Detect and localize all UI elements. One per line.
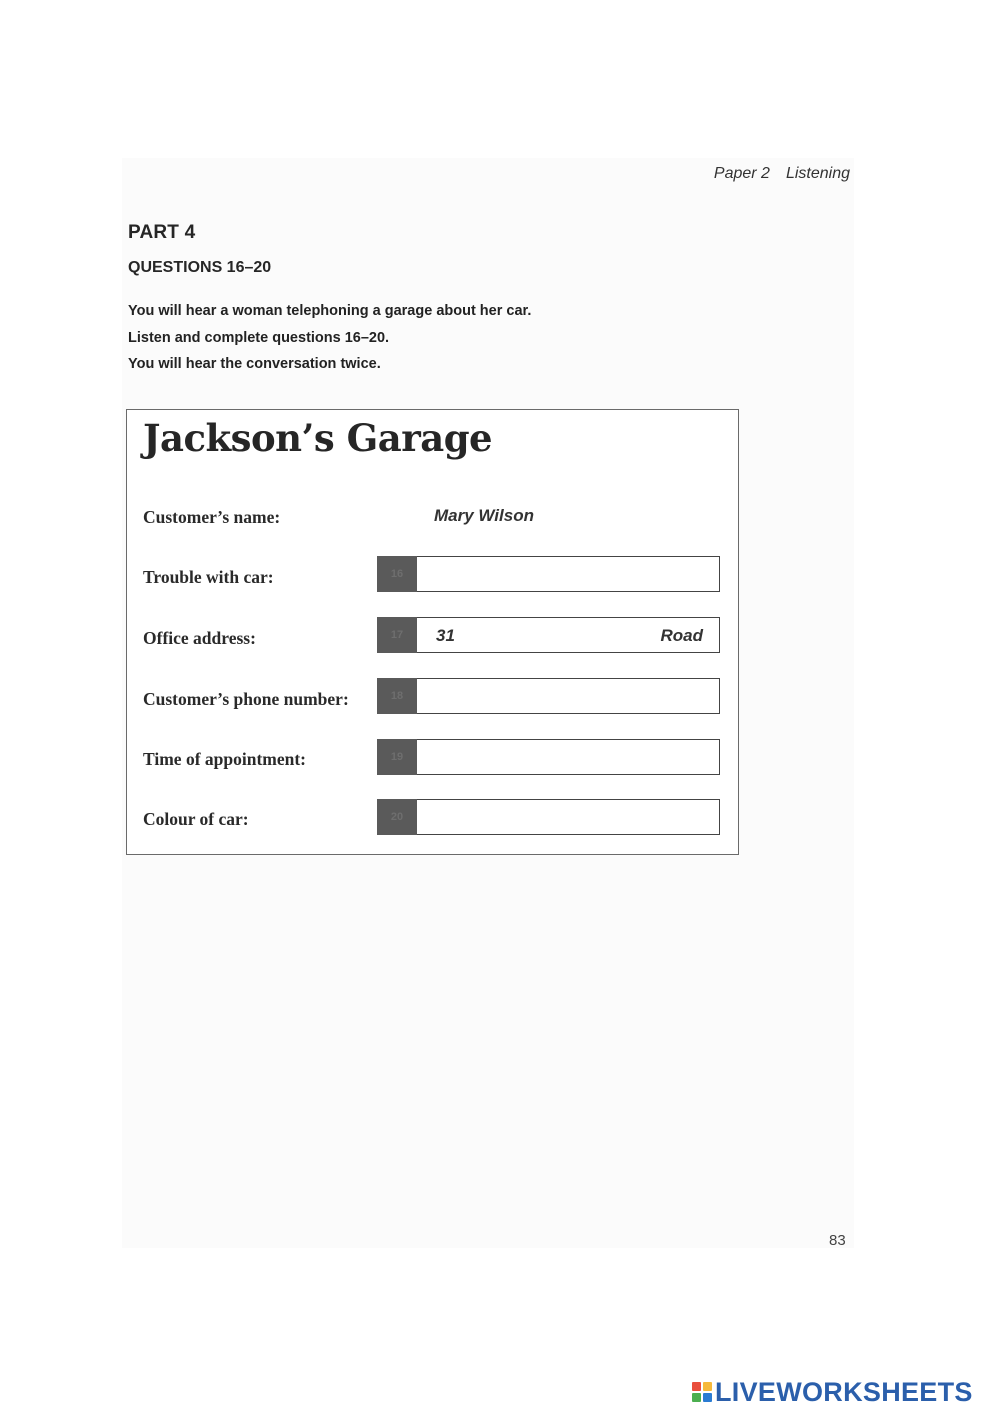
liveworksheets-brand[interactable] bbox=[692, 1377, 973, 1407]
part-title: PART 4 bbox=[128, 222, 196, 243]
logo-square bbox=[692, 1382, 701, 1391]
brand-name: LIVEWORKSHEETS bbox=[715, 1376, 973, 1407]
car-colour-label: Colour of car: bbox=[143, 809, 249, 829]
section-label: Listening bbox=[785, 165, 850, 182]
instructions bbox=[128, 298, 531, 378]
question-number-badge: 16 bbox=[377, 556, 417, 592]
appointment-time-label: Time of appointment: bbox=[143, 749, 307, 769]
form-title: Jackson’s Garage bbox=[143, 416, 493, 460]
instruction-line: You will hear the conversation twice. bbox=[128, 356, 381, 372]
customer-name-value: Mary Wilson bbox=[434, 506, 534, 525]
instruction-line: Listen and complete questions 16–20. bbox=[128, 329, 390, 346]
address-number: 31 bbox=[436, 626, 455, 645]
paper-label: Paper 2 bbox=[713, 165, 770, 182]
office-address-label: Office address: bbox=[143, 628, 256, 648]
question-number-badge: 20 bbox=[377, 799, 417, 835]
instruction-line: You will hear a woman telephoning a garage about her car. bbox=[128, 303, 532, 319]
customer-name-label: Customer’s name: bbox=[143, 507, 281, 527]
logo-square bbox=[703, 1393, 712, 1402]
phone-number-answer-field[interactable] bbox=[377, 678, 720, 714]
office-address-answer-field[interactable] bbox=[377, 617, 720, 653]
logo-square bbox=[703, 1382, 712, 1391]
address-road: Road bbox=[660, 626, 703, 645]
running-head bbox=[714, 165, 850, 183]
page-number: 83 bbox=[829, 1232, 846, 1249]
trouble-label: Trouble with car: bbox=[143, 567, 274, 587]
question-number-badge: 18 bbox=[377, 678, 417, 714]
appointment-time-answer-field[interactable] bbox=[377, 739, 720, 775]
logo-square bbox=[692, 1393, 701, 1402]
questions-title: QUESTIONS 16–20 bbox=[128, 259, 272, 276]
car-colour-answer-field[interactable] bbox=[377, 799, 720, 835]
trouble-answer-field[interactable] bbox=[377, 556, 720, 592]
liveworksheets-logo-icon bbox=[692, 1382, 712, 1402]
phone-number-label: Customer’s phone number: bbox=[143, 689, 349, 709]
question-number-badge: 17 bbox=[377, 617, 417, 653]
question-number-badge: 19 bbox=[377, 739, 417, 775]
garage-form bbox=[126, 409, 739, 855]
